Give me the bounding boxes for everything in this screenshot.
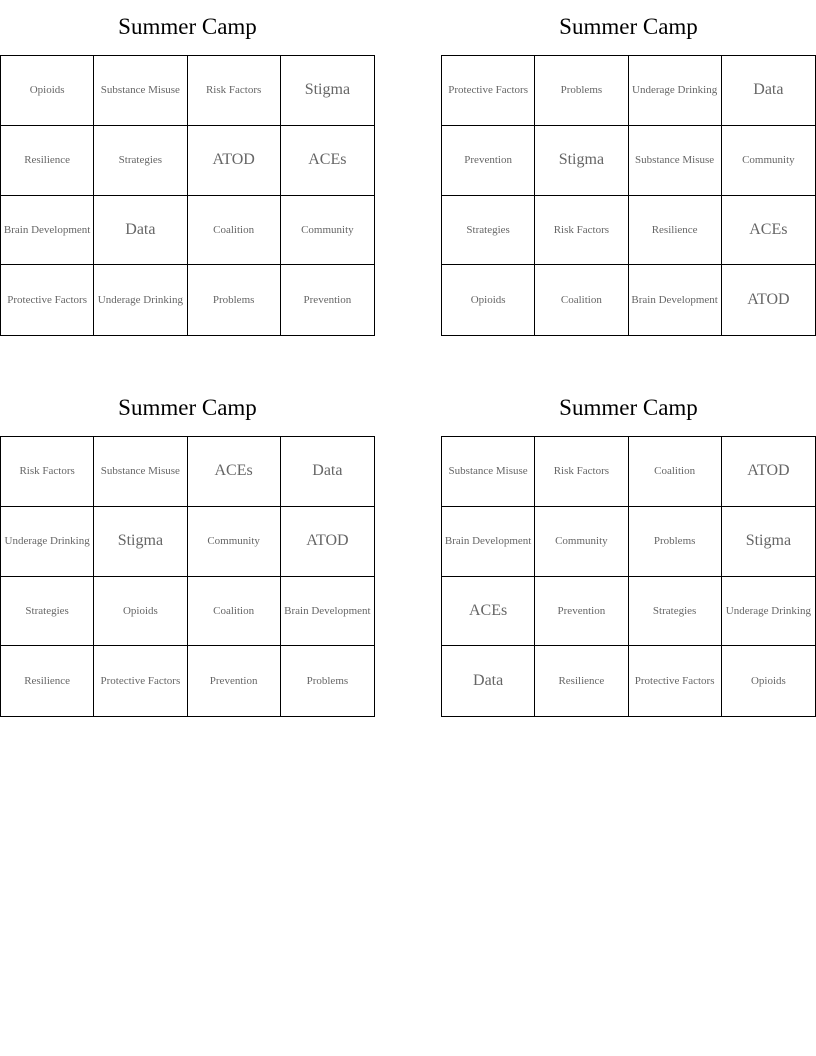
- bingo-cell: Opioids: [442, 265, 535, 335]
- bingo-cell: Prevention: [442, 126, 535, 196]
- bingo-cell: Protective Factors: [629, 646, 722, 716]
- bingo-grid: [441, 436, 816, 717]
- bingo-cell: Community: [188, 507, 281, 577]
- bingo-grid: [441, 55, 816, 336]
- bingo-grid: [0, 55, 375, 336]
- bingo-cell: Problems: [629, 507, 722, 577]
- card-title: Summer Camp: [559, 14, 698, 39]
- bingo-cell: Data: [281, 437, 374, 507]
- bingo-cell: Strategies: [1, 577, 94, 647]
- bingo-card-1: [0, 0, 375, 336]
- bingo-cell: Stigma: [281, 56, 374, 126]
- bingo-cell: Brain Development: [442, 507, 535, 577]
- bingo-cell: Community: [281, 196, 374, 266]
- bingo-cell: Prevention: [188, 646, 281, 716]
- bingo-cell: Stigma: [94, 507, 187, 577]
- bingo-cell: ATOD: [722, 437, 815, 507]
- bingo-cell: Opioids: [1, 56, 94, 126]
- bingo-cell: Underage Drinking: [629, 56, 722, 126]
- bingo-cell: ACEs: [188, 437, 281, 507]
- bingo-cell: Protective Factors: [1, 265, 94, 335]
- bingo-cell: Coalition: [535, 265, 628, 335]
- bingo-cell: Protective Factors: [442, 56, 535, 126]
- bingo-cell: Data: [442, 646, 535, 716]
- bingo-cell: Prevention: [303, 294, 352, 307]
- bingo-cell: Opioids: [750, 675, 786, 688]
- bingo-cell: Substance Misuse: [629, 126, 722, 196]
- bingo-cell: Prevention: [535, 577, 628, 647]
- bingo-cell: Substance Misuse: [94, 437, 187, 507]
- bingo-cell: Strategies: [629, 577, 722, 647]
- bingo-grid: [0, 436, 375, 717]
- bingo-cell: Data: [722, 56, 815, 126]
- bingo-cell: Risk Factors: [188, 56, 281, 126]
- bingo-card-2: [441, 0, 816, 336]
- bingo-cell: Resilience: [1, 126, 94, 196]
- bingo-cell: Coalition: [629, 437, 722, 507]
- bingo-card-3: [0, 381, 375, 717]
- bingo-cell: Brain Development: [629, 265, 722, 335]
- bingo-cell: Underage Drinking: [1, 507, 94, 577]
- bingo-cell: Risk Factors: [1, 437, 94, 507]
- bingo-cell: Coalition: [188, 196, 281, 266]
- bingo-cell: Risk Factors: [535, 437, 628, 507]
- bingo-cell: Substance Misuse: [442, 437, 535, 507]
- card-title: Summer Camp: [559, 395, 698, 420]
- bingo-cell: Opioids: [94, 577, 187, 647]
- bingo-cell: Community: [722, 126, 815, 196]
- bingo-cell: Data: [94, 196, 187, 266]
- bingo-cell: Coalition: [188, 577, 281, 647]
- bingo-cell: Resilience: [535, 646, 628, 716]
- bingo-cell: Brain Development: [281, 577, 374, 647]
- bingo-cell: Protective Factors: [94, 646, 187, 716]
- bingo-cell: Problems: [535, 56, 628, 126]
- bingo-cell: ACEs: [281, 126, 374, 196]
- card-title: Summer Camp: [118, 395, 257, 420]
- bingo-cell: Underage Drinking: [94, 265, 187, 335]
- bingo-cell: Stigma: [722, 507, 815, 577]
- bingo-cell: Problems: [188, 265, 281, 335]
- bingo-cell: Substance Misuse: [94, 56, 187, 126]
- bingo-cell: Stigma: [535, 126, 628, 196]
- bingo-cell: ACEs: [722, 196, 815, 266]
- bingo-cell: ATOD: [281, 507, 374, 577]
- bingo-cell: ATOD: [188, 126, 281, 196]
- bingo-cell: Strategies: [442, 196, 535, 266]
- bingo-cell: Brain Development: [1, 196, 94, 266]
- bingo-cell: Problems: [306, 675, 349, 688]
- card-title: Summer Camp: [118, 14, 257, 39]
- bingo-cell: ACEs: [442, 577, 535, 647]
- bingo-cell: Underage Drinking: [722, 577, 815, 647]
- bingo-cell: Resilience: [1, 646, 94, 716]
- bingo-cell: Strategies: [94, 126, 187, 196]
- bingo-cell: Resilience: [629, 196, 722, 266]
- bingo-cell: Community: [535, 507, 628, 577]
- bingo-cell: ATOD: [747, 291, 790, 309]
- bingo-cell: Risk Factors: [535, 196, 628, 266]
- bingo-card-4: [441, 381, 816, 717]
